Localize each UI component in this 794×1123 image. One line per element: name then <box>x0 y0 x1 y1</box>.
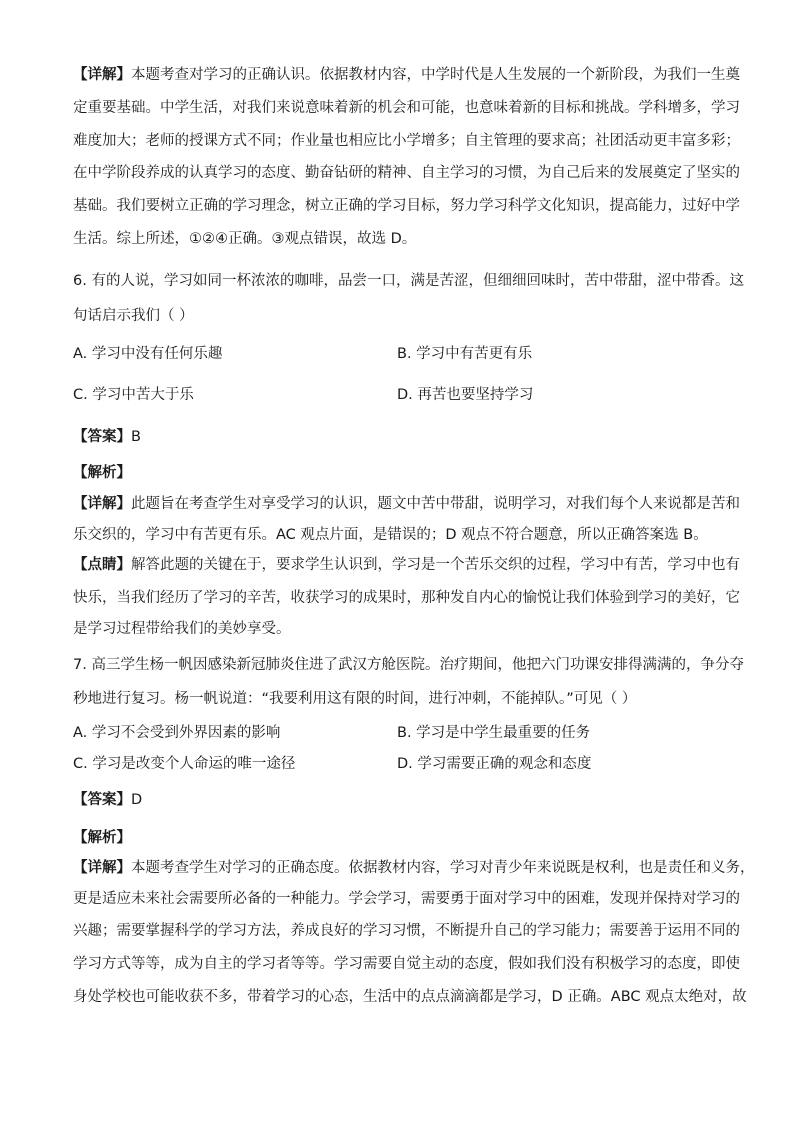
detail-label: 【详解】 <box>73 67 131 83</box>
q7-option-d: D. 学习需要正确的观念和态度 <box>397 756 592 772</box>
q7-option-c: C. 学习是改变个人命运的唯一途径 <box>73 756 296 772</box>
q6-option-d: D. 再苦也要坚持学习 <box>397 387 534 403</box>
q6-answer: 【答案】B <box>73 429 141 445</box>
q6-option-c: C. 学习中苦大于乐 <box>73 387 194 403</box>
q6-option-b: B. 学习中有苦更有乐 <box>397 346 533 362</box>
q6-stem-line-1: 6. 有的人说，学习如同一杯浓浓的咖啡，品尝一口，满是苦涩，但细细回味时，苦中带甜，涩中带香。这 <box>73 273 744 289</box>
prev-detail-line-3: 难度加大；老师的授课方式不同；作业量也相应比小学增多；自主管理的要求高；社团活动更丰富多彩； <box>73 133 740 149</box>
prev-detail-line-1: 【详解】本题考查对学习的正确认识。依据教材内容，中学时代是人生发展的一个新阶段，为我们一生奠 <box>73 67 740 83</box>
q7-option-a: A. 学习不会受到外界因素的影响 <box>73 725 281 741</box>
q6-tip-line-3: 是学习过程带给我们的美妙享受。 <box>73 621 291 637</box>
q7-stem-line-2: 秒地进行复习。杨一帆说道：“我要利用这有限的时间，进行冲刺，不能掉队。”可见（ ） <box>73 691 637 707</box>
q6-detail-line-1: 【详解】此题旨在考查学生对享受学习的认识，题文中苦中带甜，说明学习，对我们每个人来说都是苦和 <box>73 496 740 512</box>
prev-detail-line-4: 在中学阶段养成的认真学习的态度、勤奋钻研的精神、自主学习的习惯，为自己后来的发展奠定了坚实的 <box>73 165 740 181</box>
q7-analysis-label: 【解析】 <box>73 830 131 846</box>
q7-detail-line-4: 学习方式等等，成为自主的学习者等等。学习需要自觉主动的态度，假如我们没有积极学习的态度，即使 <box>73 956 740 972</box>
q7-detail-line-3: 兴趣；需要掌握科学的学习方法，养成良好的学习习惯，不断提升自己的学习能力；需要善于运用不同的 <box>73 923 740 939</box>
q6-option-a: A. 学习中没有任何乐趣 <box>73 346 223 362</box>
q6-tip-line-2: 快乐，当我们经历了学习的辛苦，收获学习的成果时，那种发自内心的愉悦让我们体验到学习的美好，它 <box>73 590 740 606</box>
q7-answer: 【答案】D <box>73 792 143 808</box>
prev-detail-line-2: 定重要基础。中学生活，对我们来说意味着新的机会和可能，也意味着新的目标和挑战。学科增多，学习 <box>73 100 740 116</box>
prev-detail-line-6: 生活。综上所述，①②④正确。③观点错误，故选 D。 <box>73 231 417 247</box>
q7-stem-line-1: 7. 高三学生杨一帆因感染新冠肺炎住进了武汉方舱医院。治疗期间，他把六门功课安排得满满的，争分夺 <box>73 657 744 673</box>
prev-detail-line-5: 基础。我们要树立正确的学习理念，树立正确的学习目标，努力学习科学文化知识，提高能力，过好中学 <box>73 198 740 214</box>
q7-detail-line-2: 更是适应未来社会需要所必备的一种能力。学会学习，需要勇于面对学习中的困难，发现并保持对学习的 <box>73 891 740 907</box>
q7-detail-line-5: 身处学校也可能收获不多，带着学习的心态，生活中的点点滴滴都是学习，D 正确。ABC 观点太绝对，故 <box>73 989 747 1005</box>
q7-option-b: B. 学习是中学生最重要的任务 <box>397 725 591 741</box>
q6-tip-line-1: 【点睛】解答此题的关键在于，要求学生认识到，学习是一个苦乐交织的过程，学习中有苦，学习中也有 <box>73 557 740 573</box>
q6-analysis-label: 【解析】 <box>73 465 131 481</box>
q7-detail-line-1: 【详解】本题考查学生对学习的正确态度。依据教材内容，学习对青少年来说既是权利，也是责任和义务， <box>73 860 755 876</box>
q6-stem-line-2: 句话启示我们（ ） <box>73 308 194 324</box>
q6-detail-line-2: 乐交织的，学习中有苦更有乐。AC 观点片面，是错误的；D 观点不符合题意，所以正确答案选 B。 <box>73 527 708 543</box>
